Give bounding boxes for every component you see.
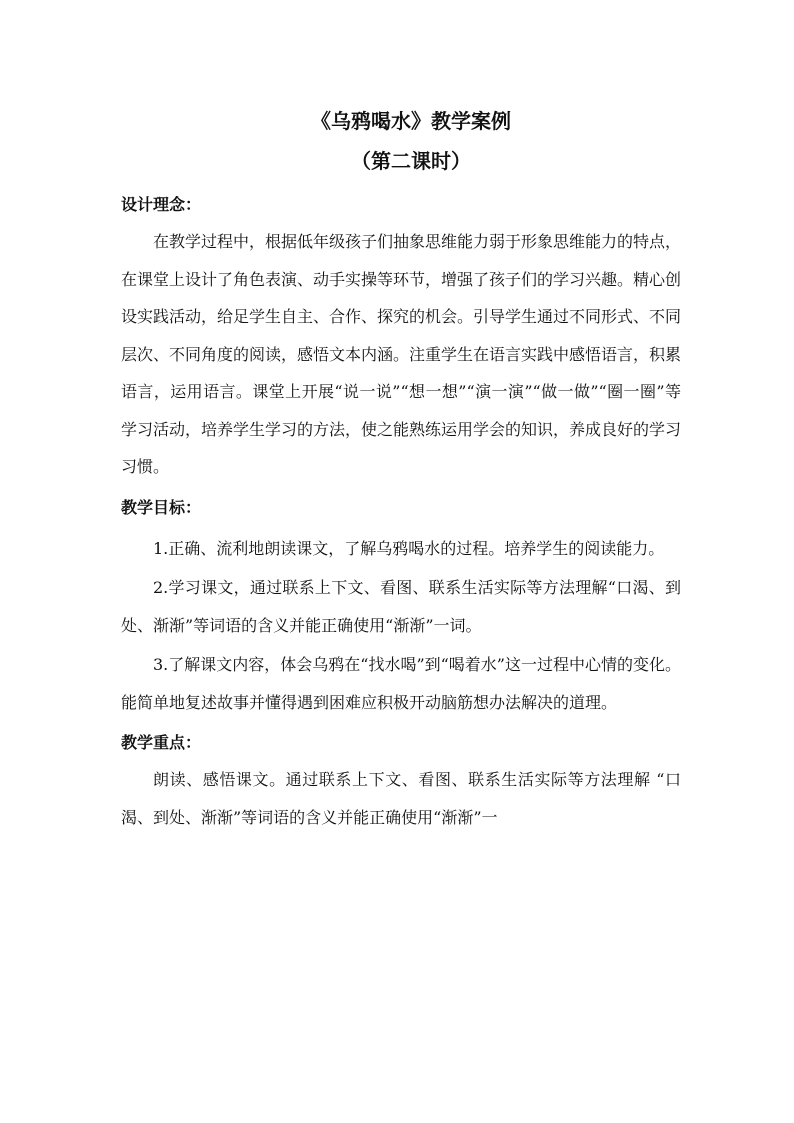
- teaching-goal-item-3: 3.了解课文内容，体会乌鸦在“找水喝”到“喝着水”这一过程中心情的变化。能简单地复述故事并懂得遇到困难应积极开动脑筋想办法解决的道理。: [121, 655, 681, 712]
- section-heading-design-concept: 设计理念：: [121, 195, 202, 214]
- section-heading-teaching-goals: 教学目标：: [121, 497, 202, 517]
- teaching-goal-item-2: 2.学习课文，通过联系上下文、看图、联系生活实际等方法理解“口渴、到处、渐渐”等词语的含义并能正确使用“渐渐”一词。: [121, 578, 681, 635]
- document-title: 《乌鸦喝水》教学案例: [311, 109, 511, 133]
- teaching-goal-item-1: 1.正确、流利地朗读课文，了解乌鸦喝水的过程。培养学生的阅读能力。: [153, 538, 665, 558]
- section-heading-teaching-focus: 教学重点：: [121, 733, 202, 752]
- document-content: [121, 103, 681, 836]
- document-subtitle: （第二课时）: [351, 149, 471, 173]
- teaching-focus-paragraph: 朗读、感悟课文。通过联系上下文、看图、联系生活实际等方法理解 “口渴、到处、渐渐”等词语的含义并能正确使用“渐渐”一: [121, 770, 681, 827]
- design-concept-paragraph: 在教学过程中，根据低年级孩子们抽象思维能力弱于形象思维能力的特点，在课堂上设计了角色表演、动手实操等环节，增强了孩子们的学习兴趣。精心创设实践活动，给足学生自主、合作、探究的机会。引导学生通过不同形式、不同层次、不同角度的阅读，感悟文本内涵。注重学生在语言实践中感悟语言，积累语言，运用语言。课堂上开展“说一说”“想一想”“演一演”“做一做”“圈一圈”等学习活动，培养学生学习的方法，使之能熟练运用学会的知识，养成良好的学习习惯。: [121, 232, 682, 476]
